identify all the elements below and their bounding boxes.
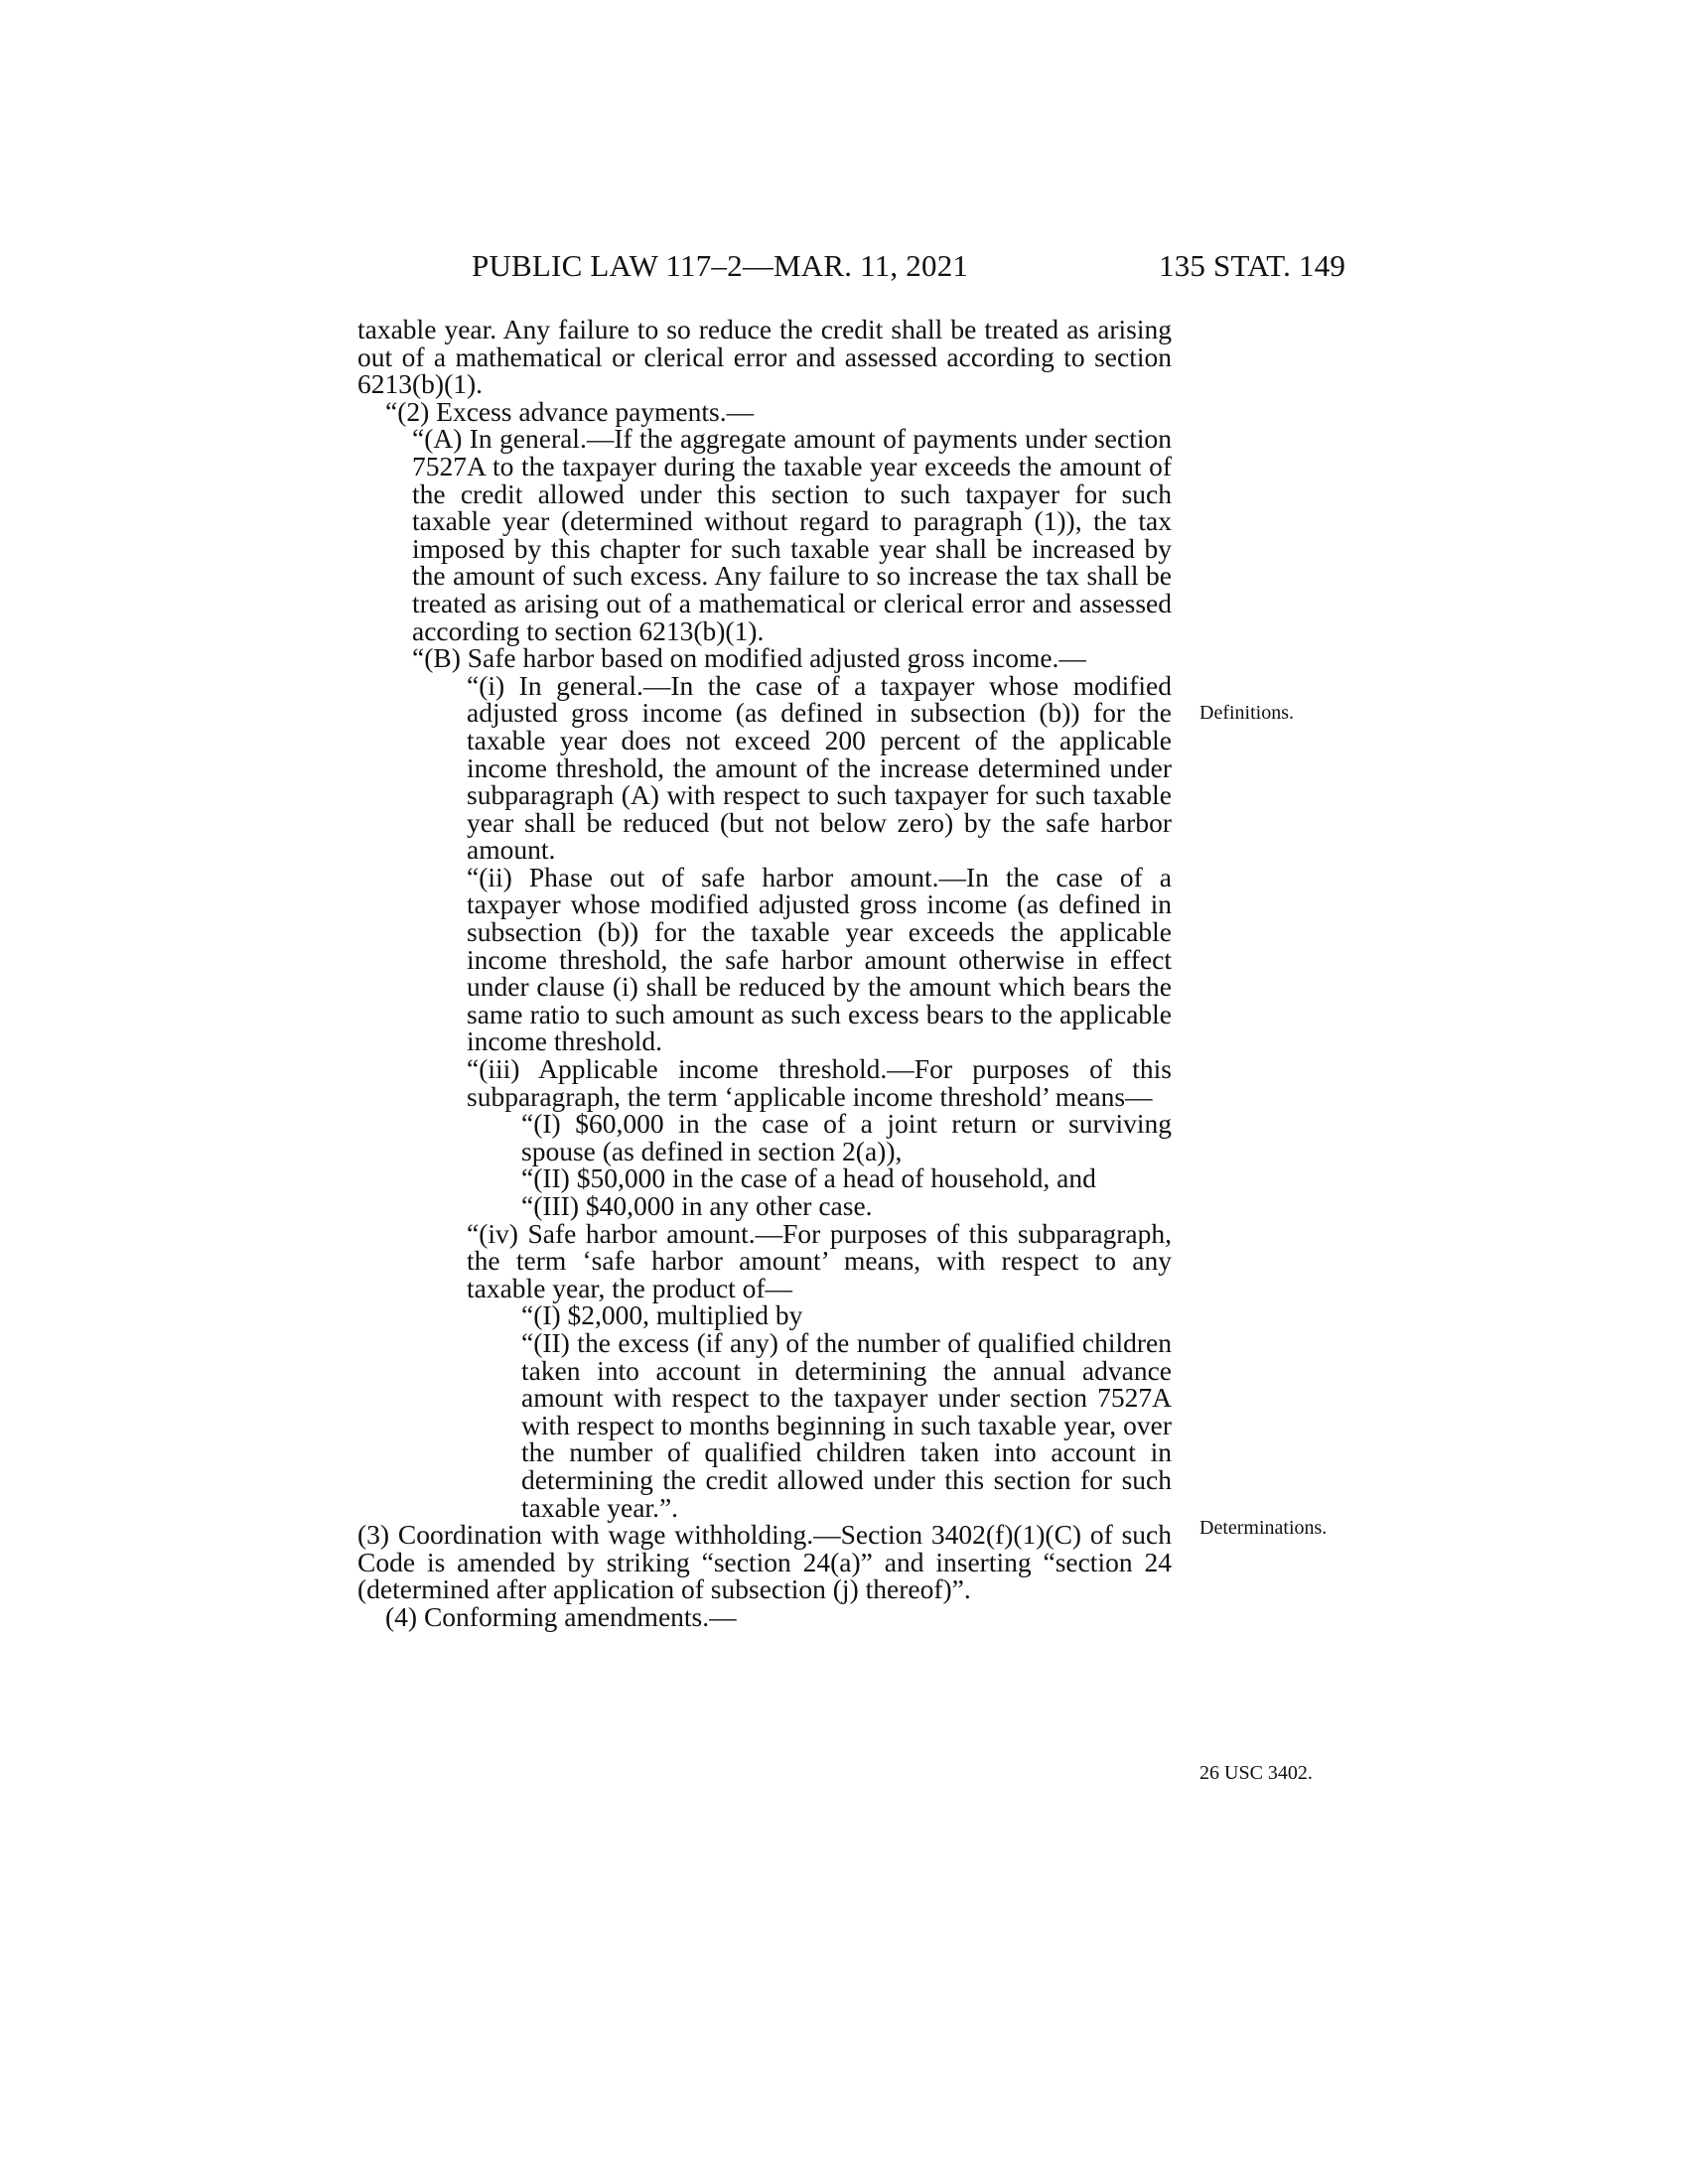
margin-note-definitions: Definitions. bbox=[1199, 702, 1294, 724]
margin-note-usc: 26 USC 3402. bbox=[1199, 1762, 1313, 1784]
subparagraph-b-heading: “(B) Safe harbor based on modified adjusted gross income.— bbox=[412, 642, 1086, 674]
clause-iii-subclause-ii: “(II) $50,000 in the case of a head of household, and bbox=[521, 1162, 1096, 1194]
page-citation: 135 STAT. 149 bbox=[1159, 248, 1346, 283]
subparagraph-a: “(A) In general.—If the aggregate amount of payments under section 7527A to the taxpayer during the taxable year exceeds the amount of the credit allowed under this section to such taxpayer for such taxable year (determined without regard to paragraph (1)), the tax imposed by this chapter for such taxable year shall be increased by the amount of such excess. Any failure to so increase the tax shall be treated as arising out of a mathematical or clerical error and assessed according to section 6213(b)(1). bbox=[412, 423, 1172, 646]
clause-ii: “(ii) Phase out of safe harbor amount.—In the case of a taxpayer whose modified adjusted gross income (as defined in subsection (b)) for the taxable year exceeds the applicable income threshold, the safe harbor amount otherwise in effect under clause (i) shall be reduced by the amount which bears the same ratio to such amount as such excess bears to the applicable income threshold. bbox=[467, 861, 1172, 1057]
clause-iii-subclause-i: “(I) $60,000 in the case of a joint return or surviving spouse (as defined in section 2(a)), bbox=[521, 1108, 1172, 1166]
clause-iv-subclause-i: “(I) $2,000, multiplied by bbox=[521, 1299, 803, 1331]
clause-iv: “(iv) Safe harbor amount.—For purposes of this subparagraph, the term ‘safe harbor amount’ means, with respect to any taxable year, the product of— bbox=[467, 1217, 1172, 1303]
margin-note-determinations: Determinations. bbox=[1199, 1517, 1328, 1539]
paragraph-3: (3) Coordination with wage withholding.—Section 3402(f)(1)(C) of such Code is amended by striking “section 24(a)” and inserting “section 24 (determined after application of subsection (j) thereof)”. bbox=[357, 1519, 1172, 1605]
clause-iii: “(iii) Applicable income threshold.—For purposes of this subparagraph, the term ‘applicable income threshold’ means— bbox=[467, 1053, 1172, 1112]
clause-iii-subclause-iii: “(III) $40,000 in any other case. bbox=[521, 1190, 873, 1221]
paragraph-4-heading: (4) Conforming amendments.— bbox=[385, 1600, 737, 1632]
clause-iv-subclause-ii: “(II) the excess (if any) of the number of qualified children taken into account in determining the annual advance amount with respect to the taxpayer under section 7527A with respect to months beginning in such taxable year, over the number of qualified children taken into account in determining the credit allowed under this section for such taxable year.”. bbox=[521, 1326, 1172, 1523]
running-header-title: PUBLIC LAW 117–2—MAR. 11, 2021 bbox=[472, 248, 969, 283]
paragraph-2-heading: “(2) Excess advance payments.— bbox=[385, 395, 755, 427]
paragraph-continuation: taxable year. Any failure to so reduce the credit shall be treated as arising out of a mathematical or clerical error and assessed according to section 6213(b)(1). bbox=[357, 314, 1172, 400]
clause-i: “(i) In general.—In the case of a taxpayer whose modified adjusted gross income (as defined in subsection (b)) for the taxable year does not exceed 200 percent of the applicable income threshold, the amount of the increase determined under subparagraph (A) with respect to such taxpayer for such taxable year shall be reduced (but not below zero) by the safe harbor amount. bbox=[467, 669, 1172, 866]
statute-body bbox=[357, 316, 1172, 1631]
